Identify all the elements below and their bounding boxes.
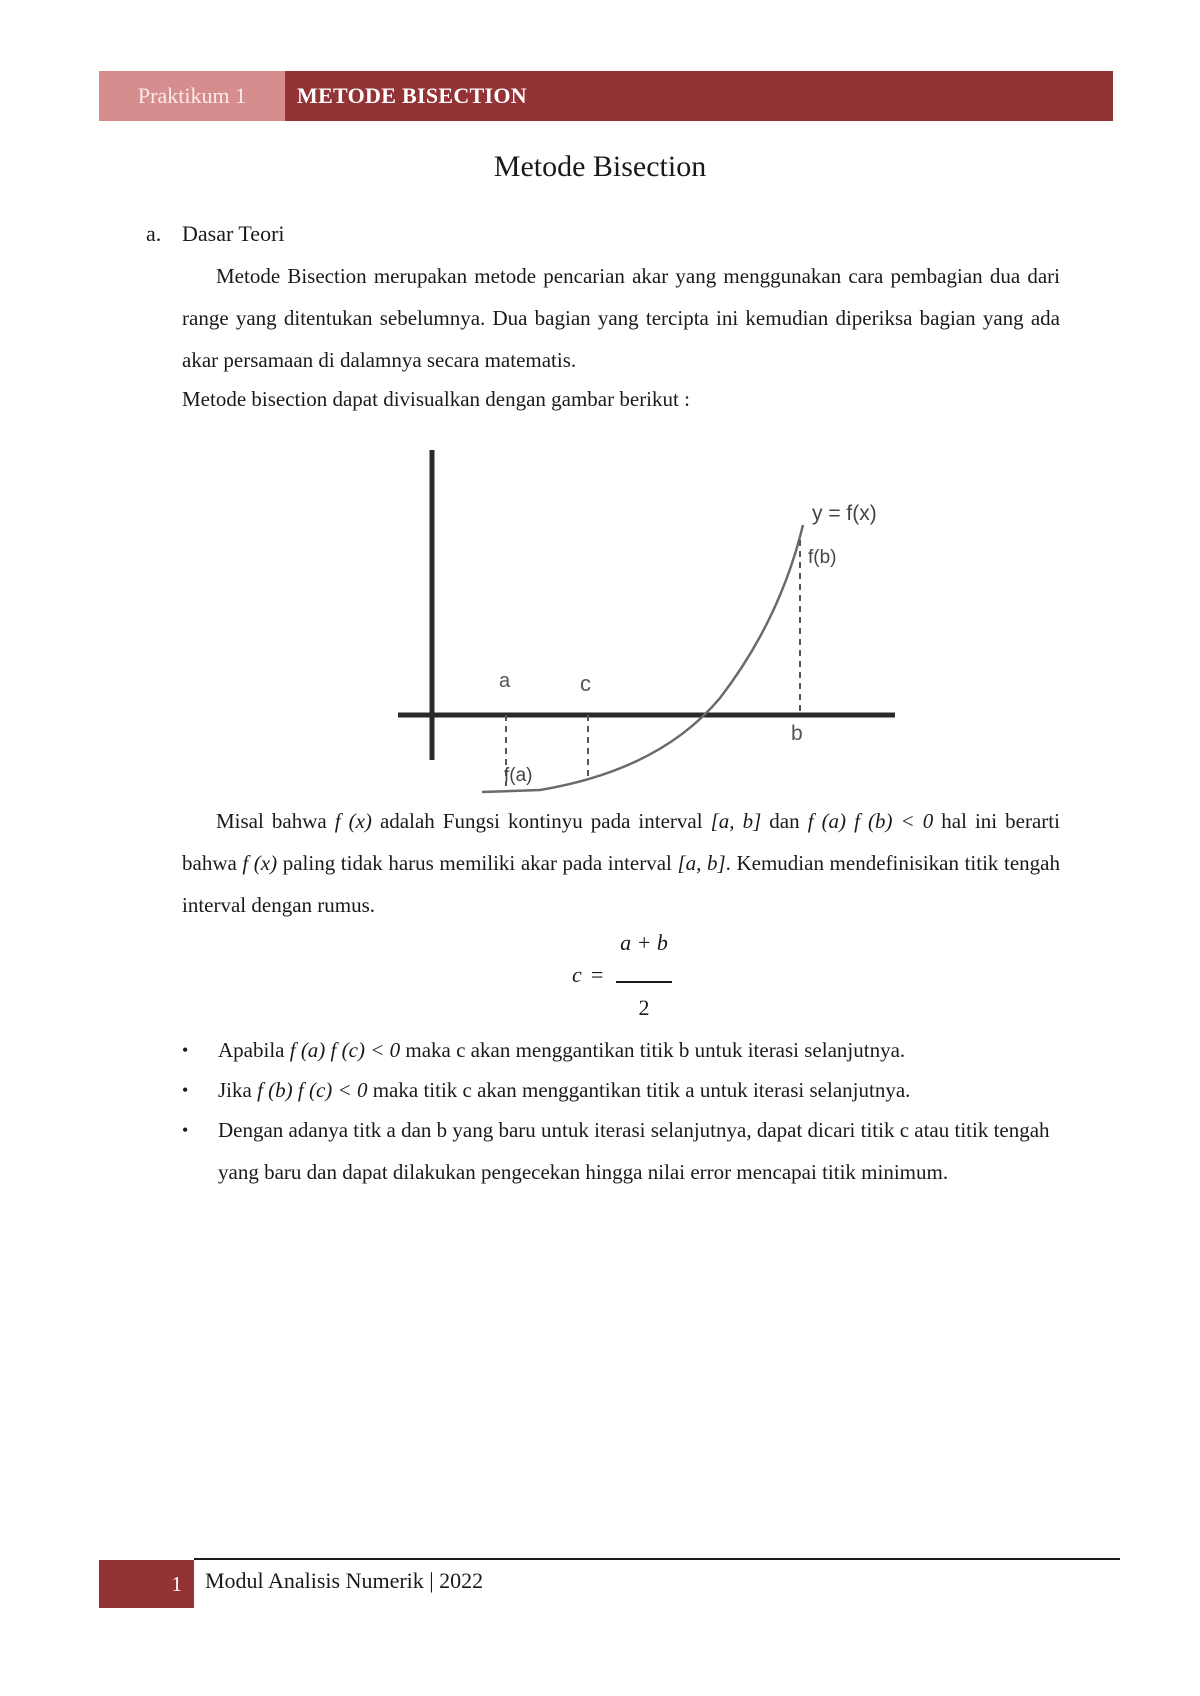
bullet-item-2 xyxy=(218,1069,1078,1111)
curve-label: y = f(x) xyxy=(812,502,877,525)
label-fb: f(b) xyxy=(808,547,837,568)
p2-math-interval: [a, b] xyxy=(710,809,762,833)
p2-math-fx: f (x) xyxy=(334,809,372,833)
bullet-icon: • xyxy=(182,1120,189,1140)
page-title: Metode Bisection xyxy=(493,150,707,183)
bullet-1-pre: Apabila xyxy=(218,1038,290,1062)
header-chapter-label: Praktikum 1 xyxy=(99,71,285,121)
section-marker: a. xyxy=(146,221,162,246)
formula-equals: = xyxy=(591,962,604,987)
bullet-1-math: f (a) f (c) < 0 xyxy=(289,1038,401,1062)
page-number: 1 xyxy=(99,1560,194,1608)
p2-text-4: hal ini berarti bahwa xyxy=(182,809,1060,875)
bullet-icon: • xyxy=(182,1040,189,1060)
p2-math-condition: f (a) f (b) < 0 xyxy=(807,809,934,833)
intro-paragraph: Metode Bisection merupakan metode pencarian akar yang menggunakan cara pembagian dua dari range yang ditentukan sebelumnya. Dua bagian yang tercipta ini kemudian diperiksa bagian yang ada akar persamaan di dalamnya secara matematis. xyxy=(182,264,1060,372)
bullet-2-math: f (b) f (c) < 0 xyxy=(257,1078,368,1102)
formula-denominator: 2 xyxy=(638,995,650,1020)
bisection-figure xyxy=(390,440,900,800)
bullet-item-1 xyxy=(218,1029,1078,1071)
p2-text-5: paling tidak harus memiliki akar pada interval xyxy=(277,851,678,875)
section-heading: Dasar Teori xyxy=(182,221,285,246)
bullet-1-post: maka c akan menggantikan titik b untuk iterasi selanjutnya. xyxy=(400,1038,906,1062)
label-a: a xyxy=(499,670,511,692)
header-topic-label: METODE BISECTION xyxy=(285,71,1113,121)
bullet-2-post: maka titik c akan menggantikan titik a untuk iterasi selanjutnya. xyxy=(367,1078,911,1102)
footer-text: Modul Analisis Numerik | 2022 xyxy=(205,1568,484,1593)
p2-math-fx-2: f (x) xyxy=(242,851,278,875)
footer-rule xyxy=(194,1558,1120,1560)
p2-text-3: dan xyxy=(761,809,808,833)
continuity-paragraph xyxy=(182,800,1060,926)
label-b: b xyxy=(791,722,803,745)
function-curve xyxy=(482,525,803,792)
label-c: c xyxy=(580,671,591,696)
label-fa: f(a) xyxy=(504,765,533,786)
formula-lhs: c xyxy=(572,962,582,987)
p2-math-interval-2: [a, b] xyxy=(677,851,726,875)
figure-intro-text: Metode bisection dapat divisualkan dengan gambar berikut : xyxy=(182,387,690,411)
fraction-bar xyxy=(616,981,672,983)
bullet-2-pre: Jika xyxy=(218,1078,258,1102)
p2-text-6: . Kemudian mendefinisikan titik tengah interval dengan rumus. xyxy=(182,851,1060,917)
bullet-item-3: Dengan adanya titk a dan b yang baru untuk iterasi selanjutnya, dapat dicari titik c atau titik tengah yang baru dan dapat dilakukan pengecekan hingga nilai error mencapai titik minimum. xyxy=(218,1118,1050,1184)
p2-text-1: Misal bahwa xyxy=(216,809,335,833)
formula-numerator: a + b xyxy=(620,930,668,955)
bullet-icon: • xyxy=(182,1080,189,1100)
p2-text-2: adalah Fungsi kontinyu pada interval xyxy=(371,809,711,833)
